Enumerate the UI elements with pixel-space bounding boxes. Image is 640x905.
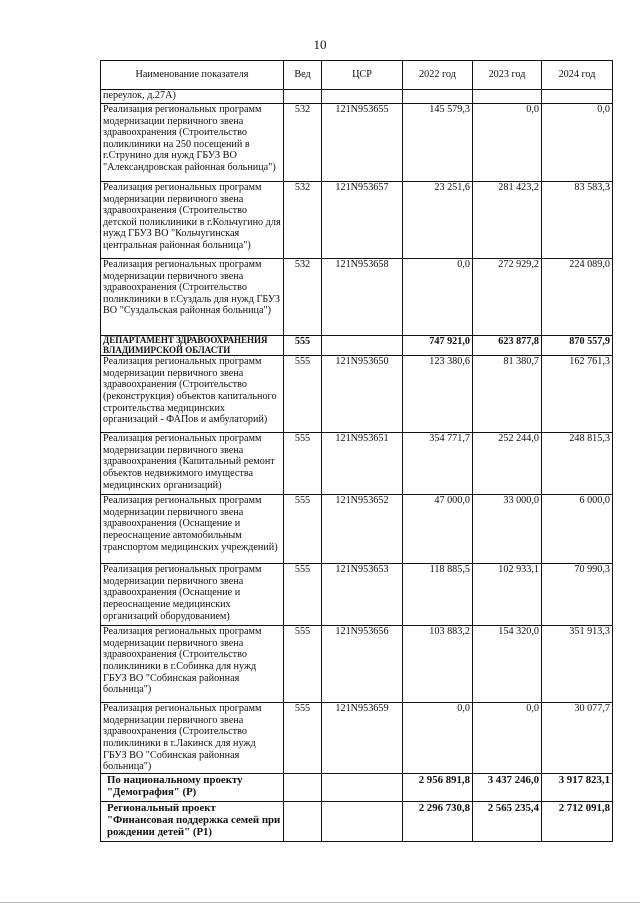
row-2022: 103 883,2 xyxy=(403,626,473,703)
row-2024: 870 557,9 xyxy=(542,336,613,356)
column-header-name: Наименование показателя xyxy=(101,61,284,90)
row-ved: 532 xyxy=(284,104,322,182)
row-2024: 0,0 xyxy=(542,104,613,182)
page-number: 10 xyxy=(313,37,327,52)
row-2022: 2 296 730,8 xyxy=(403,801,473,841)
row-2022: 145 579,3 xyxy=(403,104,473,182)
table-row xyxy=(101,626,613,703)
row-2024: 83 583,3 xyxy=(542,182,613,259)
row-csr: 121N953650 xyxy=(322,356,403,433)
row-ved: 532 xyxy=(284,182,322,259)
row-ved: 555 xyxy=(284,433,322,495)
row-ved: 555 xyxy=(284,564,322,626)
row-name: Реализация региональных программ модернизации первичного звена здравоохранения (Оснащение и переоснащение медицинских организаций оборудованием) xyxy=(101,564,284,626)
row-csr xyxy=(322,336,403,356)
row-2024: 30 077,7 xyxy=(542,703,613,774)
budget-table xyxy=(100,60,613,842)
row-2024: 351 913,3 xyxy=(542,626,613,703)
row-2024: 248 815,3 xyxy=(542,433,613,495)
table-row-department xyxy=(101,336,613,356)
row-csr: 121N953651 xyxy=(322,433,403,495)
row-ved xyxy=(284,801,322,841)
row-2022: 118 885,5 xyxy=(403,564,473,626)
row-name: Реализация региональных программ модернизации первичного звена здравоохранения (Строительство детской поликлиники в г.Кольчугино для нужд ГБУЗ ВО "Кольчугинская центральная районная больница") xyxy=(101,182,284,259)
row-name: ДЕПАРТАМЕНТ ЗДРАВООХРАНЕНИЯ ВЛАДИМИРСКОЙ ОБЛАСТИ xyxy=(101,336,284,356)
table-row xyxy=(101,433,613,495)
row-name: Реализация региональных программ модернизации первичного звена здравоохранения (Строительство поликлиники на 250 посещений в г.Струнино для нужд ГБУЗ ВО "Александровская районная больница") xyxy=(101,104,284,182)
column-header-2022: 2022 год xyxy=(403,61,473,90)
row-csr: 121N953652 xyxy=(322,495,403,564)
row-2024: 3 917 823,1 xyxy=(542,773,613,801)
row-2022: 354 771,7 xyxy=(403,433,473,495)
row-ved: 555 xyxy=(284,356,322,433)
row-ved: 555 xyxy=(284,495,322,564)
row-name: Реализация региональных программ модернизации первичного звена здравоохранения (Строительство поликлиники в г.Лакинск для нужд ГБУЗ ВО "Собинская районная больница") xyxy=(101,703,284,774)
row-csr: 121N953656 xyxy=(322,626,403,703)
row-ved xyxy=(284,773,322,801)
row-ved xyxy=(284,90,322,104)
row-ved: 532 xyxy=(284,259,322,336)
row-2022 xyxy=(403,90,473,104)
row-name: переулок, д.27А) xyxy=(101,90,284,104)
column-header-csr: ЦСР xyxy=(322,61,403,90)
table-header-row xyxy=(101,61,613,90)
row-name: Региональный проект "Финансовая поддержка семей при рождении детей" (P1) xyxy=(101,801,284,841)
row-2023: 33 000,0 xyxy=(473,495,542,564)
row-2024 xyxy=(542,90,613,104)
row-name: Реализация региональных программ модернизации первичного звена здравоохранения (Оснащение и переоснащение автомобильным транспортом медицинских учреждений) xyxy=(101,495,284,564)
table-row xyxy=(101,90,613,104)
row-ved: 555 xyxy=(284,336,322,356)
column-header-2024: 2024 год xyxy=(542,61,613,90)
row-2023: 102 933,1 xyxy=(473,564,542,626)
row-csr: 121N953658 xyxy=(322,259,403,336)
table-row-regional-project xyxy=(101,801,613,841)
row-ved: 555 xyxy=(284,703,322,774)
row-2022: 747 921,0 xyxy=(403,336,473,356)
table-row xyxy=(101,259,613,336)
table-row-national-project xyxy=(101,773,613,801)
row-2022: 47 000,0 xyxy=(403,495,473,564)
row-csr: 121N953653 xyxy=(322,564,403,626)
column-header-2023: 2023 год xyxy=(473,61,542,90)
row-csr xyxy=(322,773,403,801)
row-2023: 272 929,2 xyxy=(473,259,542,336)
row-name: По национальному проекту "Демография" (P) xyxy=(101,773,284,801)
row-2023: 3 437 246,0 xyxy=(473,773,542,801)
row-name: Реализация региональных программ модернизации первичного звена здравоохранения (Строительство поликлиники в г.Собинка для нужд ГБУЗ ВО "Собинская районная больница") xyxy=(101,626,284,703)
row-2022: 0,0 xyxy=(403,703,473,774)
table-row xyxy=(101,182,613,259)
row-2023: 252 244,0 xyxy=(473,433,542,495)
row-name: Реализация региональных программ модернизации первичного звена здравоохранения (Строительство поликлиники в г.Суздаль для нужд ГБУЗ ВО "Суздальская районная больница") xyxy=(101,259,284,336)
row-2022: 123 380,6 xyxy=(403,356,473,433)
row-2022: 2 956 891,8 xyxy=(403,773,473,801)
row-2024: 70 990,3 xyxy=(542,564,613,626)
row-csr: 121N953657 xyxy=(322,182,403,259)
row-2022: 0,0 xyxy=(403,259,473,336)
row-name: Реализация региональных программ модернизации первичного звена здравоохранения (Строительство (реконструкция) объектов капитального строительства медицинских организаций - ФАПов и амбулаторий) xyxy=(101,356,284,433)
row-csr xyxy=(322,801,403,841)
row-2023: 623 877,8 xyxy=(473,336,542,356)
table-row xyxy=(101,356,613,433)
table-row xyxy=(101,703,613,774)
row-2024: 162 761,3 xyxy=(542,356,613,433)
row-name: Реализация региональных программ модернизации первичного звена здравоохранения (Капитальный ремонт объектов недвижимого имущества медицинских организаций) xyxy=(101,433,284,495)
row-2024: 2 712 091,8 xyxy=(542,801,613,841)
row-2023: 81 380,7 xyxy=(473,356,542,433)
table-row xyxy=(101,495,613,564)
row-2023: 0,0 xyxy=(473,703,542,774)
row-2024: 6 000,0 xyxy=(542,495,613,564)
row-2023: 281 423,2 xyxy=(473,182,542,259)
page-edge-line xyxy=(0,902,640,903)
row-2024: 224 089,0 xyxy=(542,259,613,336)
column-header-ved: Вед xyxy=(284,61,322,90)
row-2022: 23 251,6 xyxy=(403,182,473,259)
row-ved: 555 xyxy=(284,626,322,703)
row-2023 xyxy=(473,90,542,104)
row-2023: 0,0 xyxy=(473,104,542,182)
table-row xyxy=(101,564,613,626)
row-csr xyxy=(322,90,403,104)
row-2023: 154 320,0 xyxy=(473,626,542,703)
row-csr: 121N953655 xyxy=(322,104,403,182)
row-2023: 2 565 235,4 xyxy=(473,801,542,841)
table-row xyxy=(101,104,613,182)
row-csr: 121N953659 xyxy=(322,703,403,774)
